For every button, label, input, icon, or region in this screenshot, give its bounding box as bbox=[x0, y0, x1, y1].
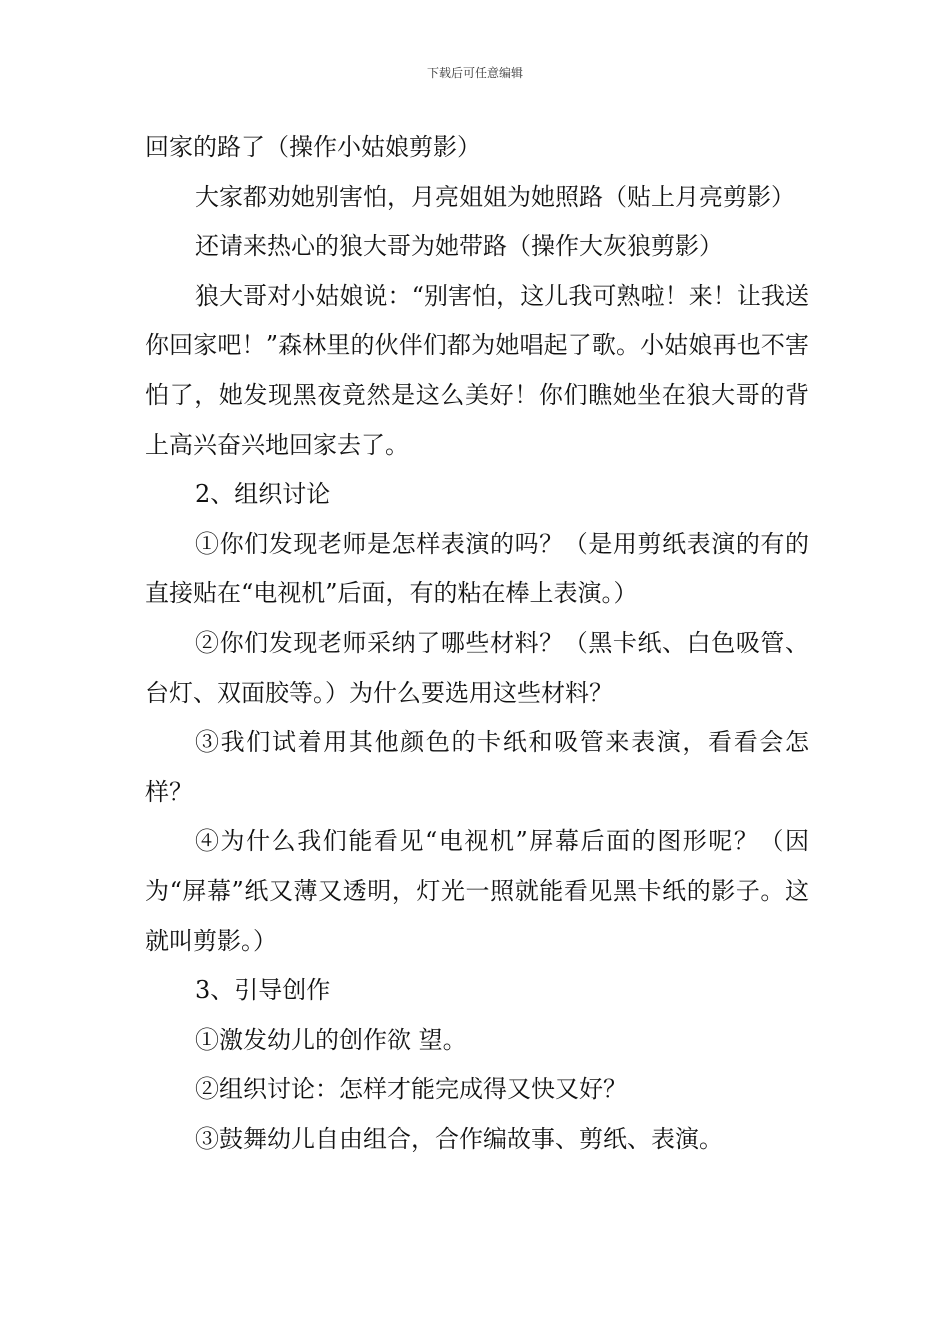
section-heading-creation: 3、引导创作 bbox=[195, 976, 331, 1005]
document-body bbox=[145, 123, 809, 1164]
paragraph-1: 回家的路了（操作小姑娘剪影） bbox=[145, 133, 481, 161]
paragraph-3: 还请来热心的狼大哥为她带路（操作大灰狼剪影） bbox=[195, 232, 723, 261]
question-2: ②你们发现老师采纳了哪些材料？（黑卡纸、白色吸管、台灯、双面胶等。）为什么要选用这些材料？ bbox=[145, 628, 809, 707]
paragraph-2: 大家都劝她别害怕，月亮姐姐为她照路（贴上月亮剪影） bbox=[195, 182, 795, 211]
creation-step-1: ①激发幼儿的创作欲 望。 bbox=[195, 1025, 467, 1054]
creation-step-3: ③鼓舞幼儿自由组合，合作编故事、剪纸、表演。 bbox=[195, 1124, 723, 1153]
question-4: ④为什么我们能看见“电视机”屏幕后面的图形呢？（因为“屏幕”纸又薄又透明，灯光一照就能看见黑卡纸的影子。这就叫剪影。） bbox=[145, 827, 809, 955]
section-heading-discussion: 2、组织讨论 bbox=[195, 480, 331, 509]
question-1: ①你们发现老师是怎样表演的吗？（是用剪纸表演的有的直接贴在“电视机”后面，有的粘在棒上表演。） bbox=[145, 529, 809, 608]
creation-step-2: ②组织讨论：怎样才能完成得又快又好？ bbox=[195, 1075, 627, 1104]
page-header: 下载后可任意编辑 bbox=[426, 66, 523, 80]
paragraph-4: 狼大哥对小姑娘说：“别害怕，这儿我可熟啦！来！让我送你回家吧！”森林里的伙伴们都为她唱起了歌。小姑娘再也不害怕了，她发现黑夜竟然是这么美好！你们瞧她坐在狼大哥的背上高兴奋兴地回家去了。 bbox=[145, 281, 809, 459]
question-3: ③我们试着用其他颜色的卡纸和吸管来表演，看看会怎样？ bbox=[145, 728, 809, 806]
